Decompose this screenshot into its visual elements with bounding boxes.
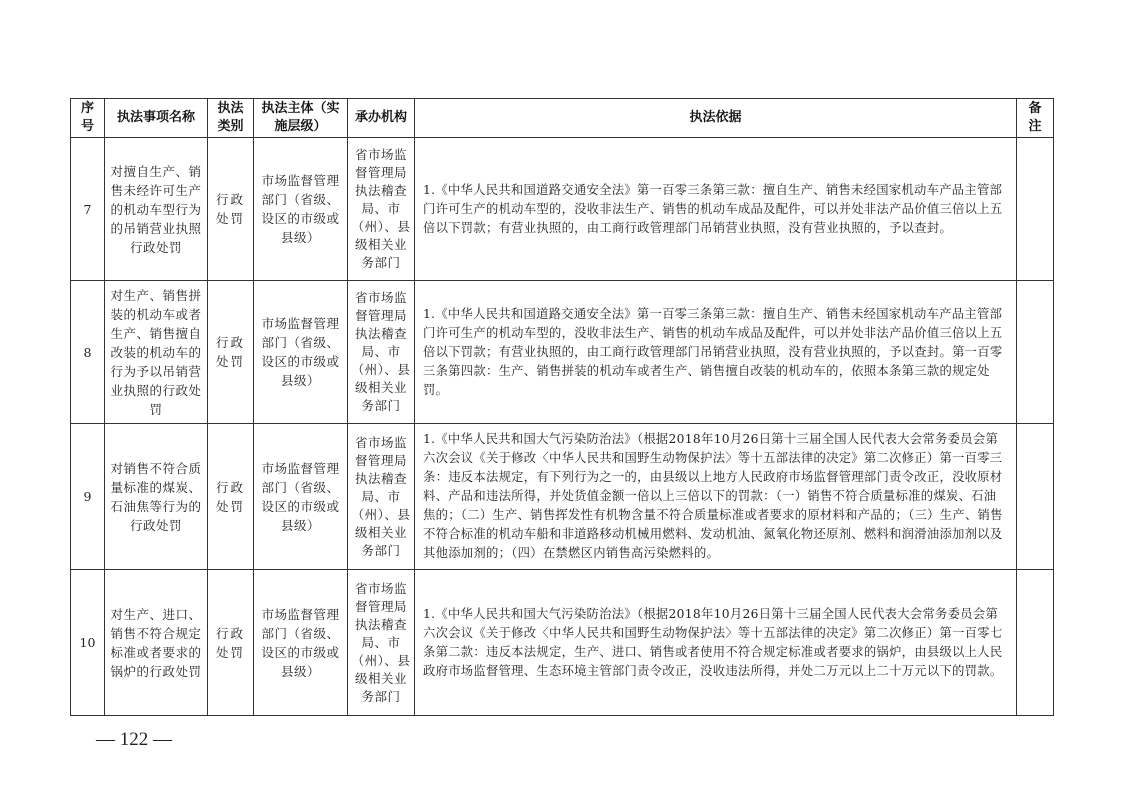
- row-name: 对销售不符合质量标准的煤炭、石油焦等行为的行政处罚: [105, 424, 208, 570]
- row-name: 对生产、销售拼装的机动车或者生产、销售擅自改装的机动车的行为予以吊销营业执照的行政处罚: [105, 281, 208, 424]
- row-no: 10: [71, 570, 105, 716]
- row-no: 7: [71, 138, 105, 281]
- row-type: 行政处罚: [208, 570, 254, 716]
- row-basis: 1.《中华人民共和国大气污染防治法》（根据2018年10月26日第十三届全国人民代表大会常务委员会第六次会议《关于修改〈中华人民共和国野生动物保护法〉等十五部法律的决定》第二次修正）第一百零三条：违反本法规定，有下列行为之一的，由县级以上地方人民政府市场监督管理部门责令改正，没收原材料、产品和违法所得，并处货值金额一倍以上三倍以下的罚款：（一）销售不符合质量标准的煤炭、石油焦的；（二）生产、销售挥发性有机物含量不符合质量标准或者要求的原材料和产品的；（三）生产、销售不符合标准的机动车船和非道路移动机械用燃料、发动机油、氮氧化物还原剂、燃料和润滑油添加剂以及其他添加剂的；（四）在禁燃区内销售高污染燃料的。: [415, 424, 1017, 570]
- row-subject: 市场监督管理部门（省级、设区的市级或县级）: [254, 138, 348, 281]
- row-no: 8: [71, 281, 105, 424]
- row-org: 省市场监督管理局执法稽查局、市（州）、县级相关业务部门: [348, 281, 415, 424]
- header-basis: 执法依据: [415, 99, 1017, 138]
- header-subject: 执法主体（实施层级）: [254, 99, 348, 138]
- row-note: [1017, 424, 1054, 570]
- row-type: 行政处罚: [208, 138, 254, 281]
- table-row: [71, 570, 1054, 716]
- header-type: 执法类别: [208, 99, 254, 138]
- row-name: 对擅自生产、销售未经许可生产的机动车型行为的吊销营业执照行政处罚: [105, 138, 208, 281]
- row-no: 9: [71, 424, 105, 570]
- table-row: [71, 281, 1054, 424]
- table-row: [71, 424, 1054, 570]
- row-org: 省市场监督管理局执法稽查局、市（州）、县级相关业务部门: [348, 570, 415, 716]
- row-subject: 市场监督管理部门（省级、设区的市级或县级）: [254, 570, 348, 716]
- row-note: [1017, 281, 1054, 424]
- row-name: 对生产、进口、销售不符合规定标准或者要求的锅炉的行政处罚: [105, 570, 208, 716]
- row-basis: 1.《中华人民共和国道路交通安全法》第一百零三条第三款：擅自生产、销售未经国家机动车产品主管部门许可生产的机动车型的，没收非法生产、销售的机动车成品及配件，可以并处非法产品价值三倍以上五倍以下罚款；有营业执照的，由工商行政管理部门吊销营业执照，没有营业执照的，予以查封。第一百零三条第四款：生产、销售拼装的机动车或者生产、销售擅自改装的机动车的，依照本条第三款的规定处罚。: [415, 281, 1017, 424]
- enforcement-table: [70, 98, 1054, 716]
- row-type: 行政处罚: [208, 281, 254, 424]
- table-row: [71, 138, 1054, 281]
- header-no: 序号: [71, 99, 105, 138]
- row-subject: 市场监督管理部门（省级、设区的市级或县级）: [254, 424, 348, 570]
- row-org: 省市场监督管理局执法稽查局、市（州）、县级相关业务部门: [348, 424, 415, 570]
- row-org: 省市场监督管理局执法稽查局、市（州）、县级相关业务部门: [348, 138, 415, 281]
- row-basis: 1.《中华人民共和国大气污染防治法》（根据2018年10月26日第十三届全国人民代表大会常务委员会第六次会议《关于修改〈中华人民共和国野生动物保护法〉等十五部法律的决定》第二次修正）第一百零七条第二款：违反本法规定，生产、进口、销售或者使用不符合规定标准或者要求的锅炉，由县级以上人民政府市场监督管理、生态环境主管部门责令改正，没收违法所得，并处二万元以上二十万元以下的罚款。: [415, 570, 1017, 716]
- row-basis: 1.《中华人民共和国道路交通安全法》第一百零三条第三款：擅自生产、销售未经国家机动车产品主管部门许可生产的机动车型的，没收非法生产、销售的机动车成品及配件，可以并处非法产品价值三倍以上五倍以下罚款；有营业执照的，由工商行政管理部门吊销营业执照，没有营业执照的，予以查封。: [415, 138, 1017, 281]
- row-note: [1017, 138, 1054, 281]
- table-header-row: [71, 99, 1054, 138]
- page-number: — 122 —: [96, 729, 172, 750]
- header-name: 执法事项名称: [105, 99, 208, 138]
- row-subject: 市场监督管理部门（省级、设区的市级或县级）: [254, 281, 348, 424]
- header-note: 备注: [1017, 99, 1054, 138]
- header-org: 承办机构: [348, 99, 415, 138]
- row-type: 行政处罚: [208, 424, 254, 570]
- row-note: [1017, 570, 1054, 716]
